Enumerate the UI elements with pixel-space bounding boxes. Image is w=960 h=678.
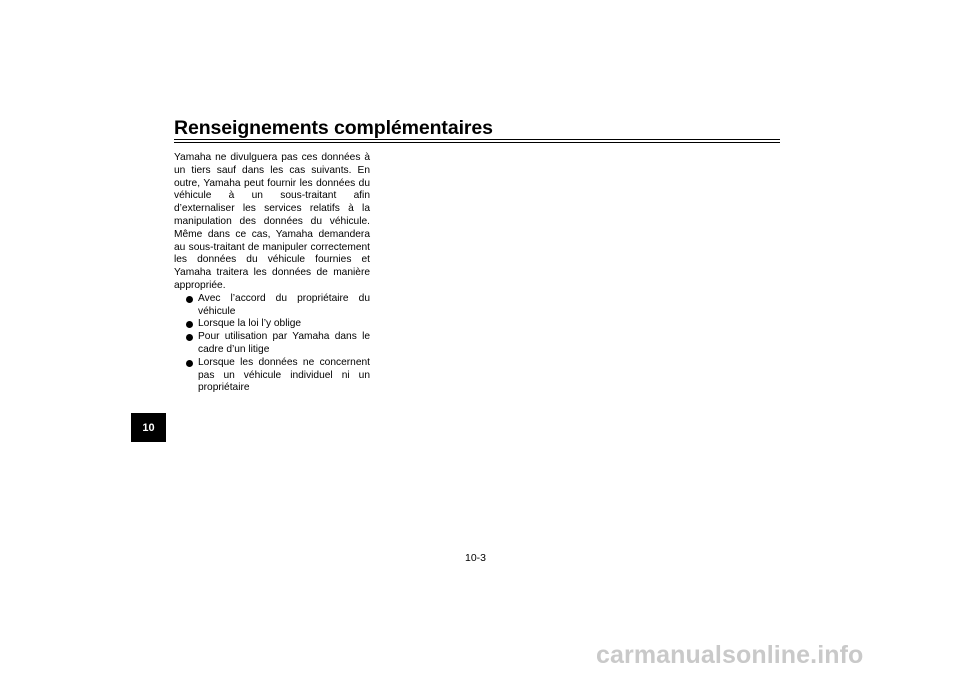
text-column	[174, 152, 370, 395]
header-rule-thin	[174, 142, 780, 143]
list-item-text: Pour utilisation par Yamaha dans le cadre d’un litige	[198, 331, 370, 355]
header-rule	[174, 139, 780, 140]
list-item	[185, 293, 370, 319]
bullet-list	[174, 293, 370, 395]
page-number: 10-3	[465, 552, 487, 564]
chapter-tab	[131, 413, 166, 442]
bullet-icon	[186, 334, 193, 341]
body-paragraph: Yamaha ne divulguera pas ces données à un tiers sauf dans les cas suivants. En outre, Yamaha peut fournir les données du véhicule à un sous-traitant afin d’externaliser les services relatifs à la manipulation des données du véhicule. Même dans ce cas, Yamaha demandera au sous-traitant de manipuler correctement les données du véhicule fournies et Yamaha traitera les données de manière appropriée.	[174, 152, 370, 291]
list-item-text: Lorsque les données ne concernent pas un véhicule individuel ni un propriétaire	[198, 356, 370, 394]
bullet-icon	[186, 321, 193, 328]
list-item-text: Lorsque la loi l’y oblige	[198, 318, 302, 330]
watermark-logo: carmanualsonline.info	[596, 641, 864, 669]
list-item	[185, 357, 370, 395]
bullet-icon	[186, 296, 193, 303]
chapter-number: 10	[142, 421, 155, 434]
list-item	[185, 331, 370, 357]
bullet-icon	[186, 360, 193, 367]
list-item-text: Avec l’accord du propriétaire du véhicule	[198, 292, 370, 317]
page-title: Renseignements complémentaires	[174, 117, 493, 139]
list-item	[185, 318, 370, 331]
